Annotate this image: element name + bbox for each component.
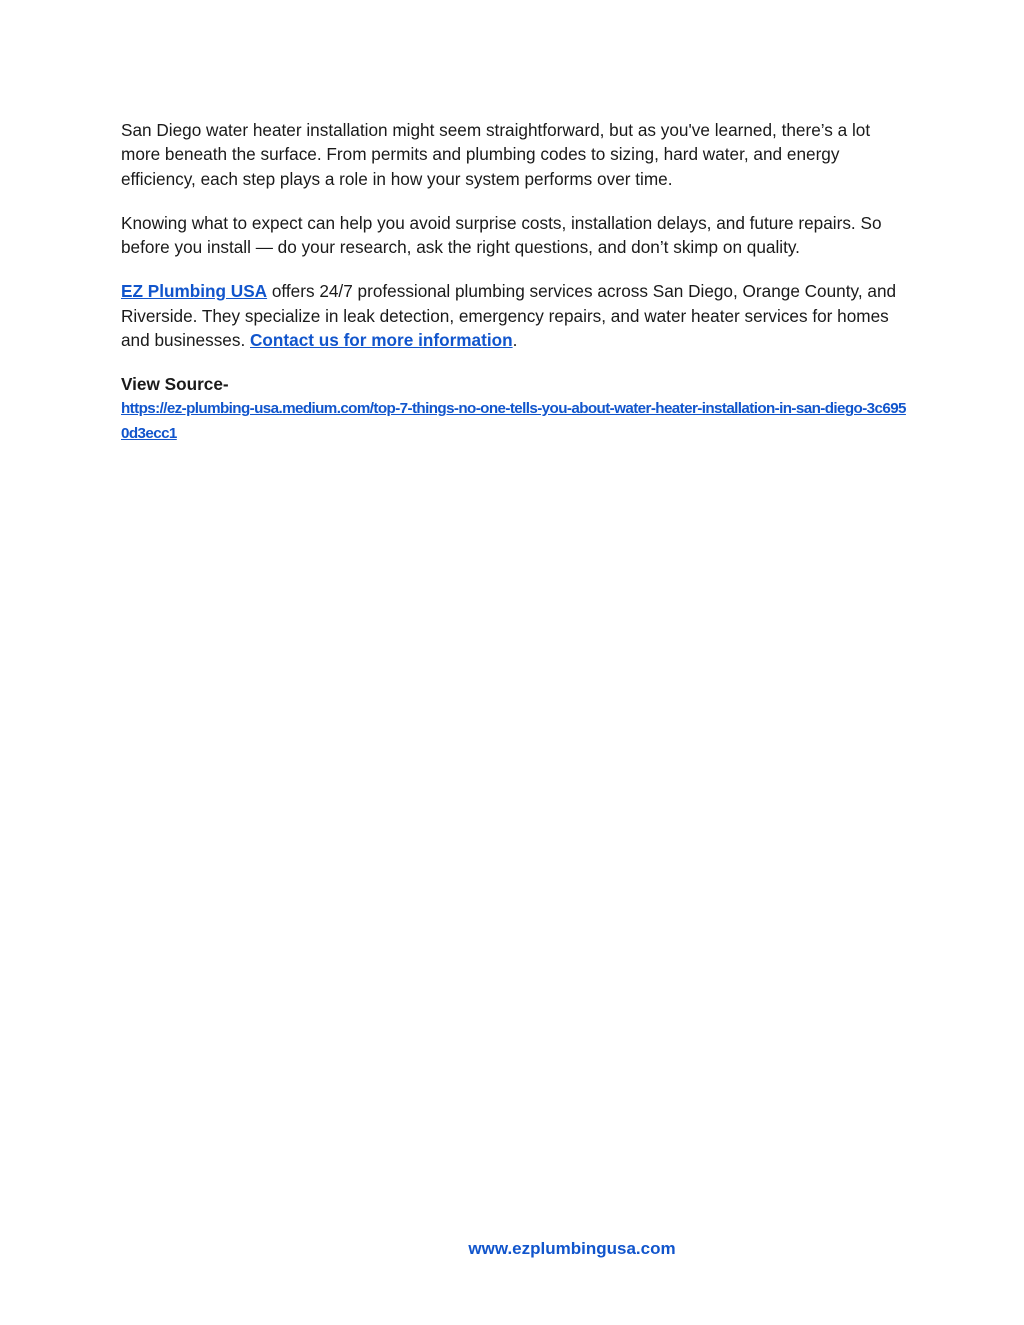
sentence-end: . [512,330,518,351]
paragraph-advice: Knowing what to expect can help you avoid surprise costs, installation delays, and future repairs. So before you install — do your research, ask the right questions, and don’t skimp on quality. [121,212,882,258]
company-link[interactable]: EZ Plumbing USA [121,281,268,302]
company-description: offers 24/7 professional plumbing services across San Diego, Orange County, and Riverside. They specialize in leak detection, emergency repairs, and water heater services for homes and businesses. [121,281,897,351]
view-source-heading: View Source- [121,374,229,395]
contact-link[interactable]: Contact us for more information [250,330,513,351]
footer-website[interactable]: www.ezplumbingusa.com [468,1239,676,1258]
paragraph-company [121,279,911,352]
paragraph-summary: San Diego water heater installation might seem straightforward, but as you've learned, there’s a lot more beneath the surface. From permits and plumbing codes to sizing, hard water, and energy efficiency, each step plays a role in how your system performs over time. [121,120,871,189]
source-url-link[interactable]: https://ez-plumbing-usa.medium.com/top-7-things-no-one-tells-you-about-water-heater-installation-in-san-diego-3c6950d3ecc1 [121,400,906,443]
document-body [121,118,911,446]
